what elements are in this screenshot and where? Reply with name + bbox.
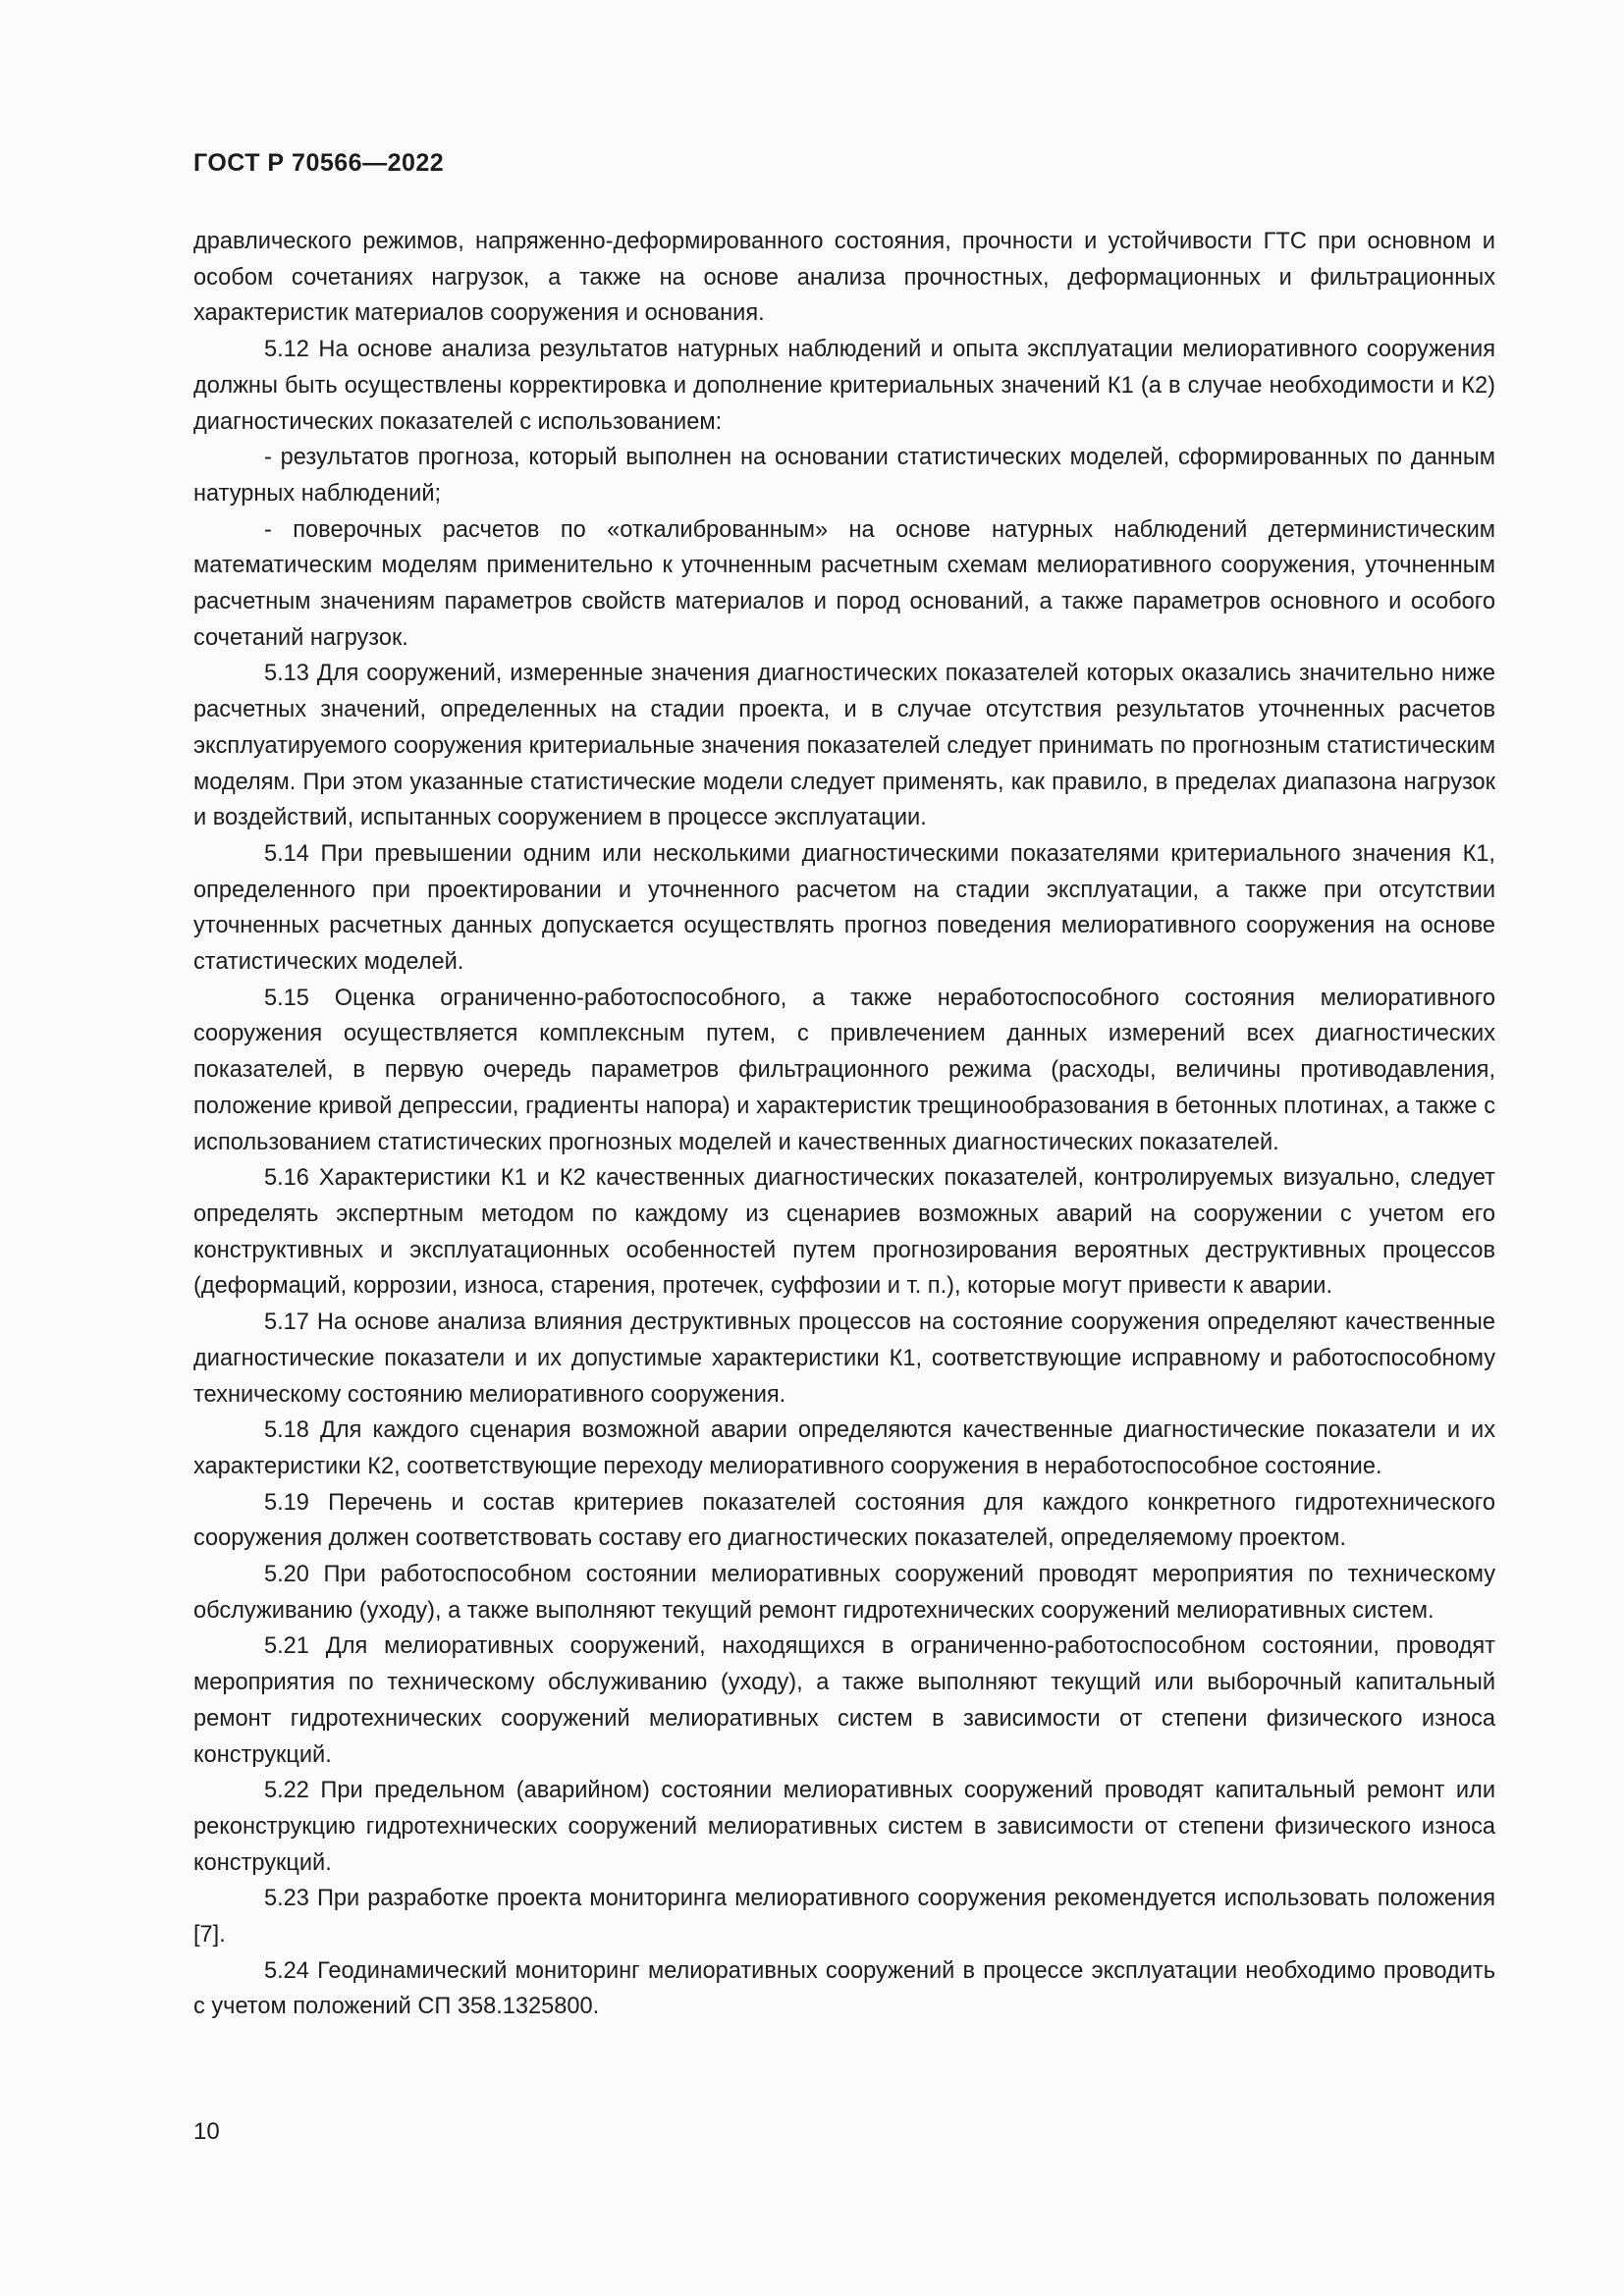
paragraph-5-16: 5.16 Характеристики К1 и К2 качественных диагностических показателей, контролируемых визуально, следует определять экспертным методом по каждому из сценариев возможных аварий на сооружении с учетом его конструктивных и эксплуатационных особенностей путем прогнозирования вероятных деструктивных процессов (деформаций, коррозии, износа, старения, протечек, суффозии и т. п.), которые могут привести к аварии. bbox=[193, 1165, 1495, 1300]
paragraph-5-21: 5.21 Для мелиоративных сооружений, находящихся в ограниченно-работоспособном состоянии, проводят мероприятия по техническому обслуживанию (уходу), а также выполняют текущий или выборочный капитальный ремонт гидротехнических сооружений мелиоративных систем в зависимости от степени физического износа конструкций. bbox=[193, 1633, 1495, 1768]
paragraph-5-22: 5.22 При предельном (аварийном) состоянии мелиоративных сооружений проводят капитальный ремонт или реконструкцию гидротехнических сооружений мелиоративных систем в зависимости от степени физического износа конструкций. bbox=[193, 1778, 1495, 1876]
paragraph-5-24: 5.24 Геодинамический мониторинг мелиоративных сооружений в процессе эксплуатации необходимо проводить с учетом положений СП 358.1325800. bbox=[193, 1957, 1495, 2020]
page-number: 10 bbox=[193, 2118, 220, 2145]
paragraph-5-15: 5.15 Оценка ограниченно-работоспособного, а также неработоспособного состояния мелиоративного сооружения осуществляется комплексным путем, с привлечением данных измерений всех диагностических показателей, в первую очередь параметров фильтрационного режима (расходы, величины противодавления, положение кривой депрессии, градиенты напора) и характеристик трещинообразования в бетонных плотинах, а также с использованием статистических прогнозных моделей и качественных диагностических показателей. bbox=[193, 985, 1495, 1155]
paragraph-5-14: 5.14 При превышении одним или несколькими диагностическими показателями критериального значения К1, определенного при проектировании и уточненного расчетом на стадии эксплуатации, а также при отсутствии уточненных расчетных данных допускается осуществлять прогноз поведения мелиоративного сооружения на основе статистических моделей. bbox=[193, 840, 1495, 976]
paragraph-5-19: 5.19 Перечень и состав критериев показателей состояния для каждого конкретного гидротехнического сооружения должен соответствовать составу его диагностических показателей, определяемому проектом. bbox=[193, 1489, 1495, 1552]
paragraph-5-20: 5.20 При работоспособном состоянии мелиоративных сооружений проводят мероприятия по техническому обслуживанию (уходу), а также выполняют текущий ремонт гидротехнических сооружений мелиоративных систем. bbox=[193, 1562, 1495, 1624]
list-item-forecast: - результатов прогноза, который выполнен на основании статистических моделей, сформированных по данным натурных наблюдений; bbox=[193, 445, 1495, 507]
paragraph-5-18: 5.18 Для каждого сценария возможной аварии определяются качественные диагностические показатели и их характеристики К2, соответствующие переходу мелиоративного сооружения в неработоспособное состояние. bbox=[193, 1417, 1495, 1479]
paragraph-5-12: 5.12 На основе анализа результатов натурных наблюдений и опыта эксплуатации мелиоративного сооружения должны быть осуществлены корректировка и дополнение критериальных значений К1 (а в случае необходимости и К2) диагностических показателей с использованием: bbox=[193, 337, 1495, 435]
paragraph-5-13: 5.13 Для сооружений, измеренные значения диагностических показателей которых оказались значительно ниже расчетных значений, определенных на стадии проекта, и в случае отсутствия результатов уточненных расчетов эксплуатируемого сооружения критериальные значения показателей следует принимать по прогнозным статистическим моделям. При этом указанные статистические модели следует применять, как правило, в пределах диапазона нагрузок и воздействий, испытанных сооружением в процессе эксплуатации. bbox=[193, 661, 1495, 831]
document-body bbox=[193, 224, 1495, 2025]
list-item-verification: - поверочных расчетов по «откалиброванным» на основе натурных наблюдений детерминистическим математическим моделям применительно к уточненным расчетным схемам мелиоративного сооружения, уточненным расчетным значениям параметров свойств материалов и пород оснований, а также параметров основного и особого сочетаний нагрузок. bbox=[193, 516, 1495, 651]
paragraph-5-23: 5.23 При разработке проекта мониторинга мелиоративного сооружения рекомендуется использовать положения [7]. bbox=[193, 1886, 1495, 1949]
paragraph-continuation: дравлического режимов, напряженно-деформированного состояния, прочности и устойчивости ГТС при основном и особом сочетаниях нагрузок, а также на основе анализа прочностных, деформационных и фильтрационных характеристик материалов сооружения и основания. bbox=[193, 229, 1495, 327]
document-code-header: ГОСТ Р 70566—2022 bbox=[193, 149, 445, 177]
paragraph-5-17: 5.17 На основе анализа влияния деструктивных процессов на состояние сооружения определяют качественные диагностические показатели и их допустимые характеристики К1, соответствующие исправному и работоспособному техническому состоянию мелиоративного сооружения. bbox=[193, 1309, 1495, 1408]
